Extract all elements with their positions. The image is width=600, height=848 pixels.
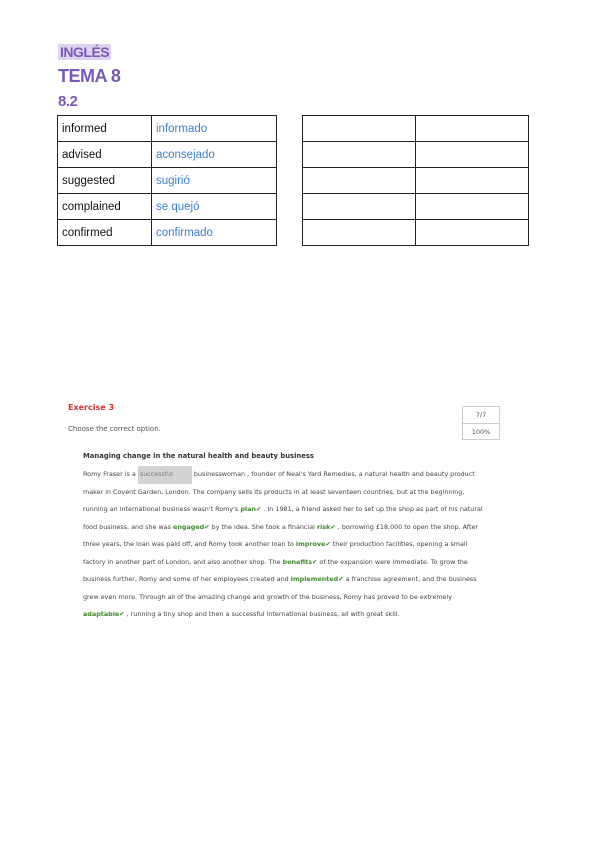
answer-word[interactable]: risk [316,522,331,531]
table-row [303,168,529,194]
passage-segment: , running a tiny shop and then a successful international business, all with great skill. [126,610,400,618]
passage-segment: their production facilities, opening a small factory in another part of London, and also another shop. The [83,540,468,566]
subject-label: INGLÉS [60,44,110,60]
check-icon: ✔ [119,610,125,618]
english-word: complained [58,194,152,220]
check-icon: ✔ [325,540,331,548]
spanish-translation: sugirió [152,168,277,194]
table-row [58,142,277,168]
answer-blank[interactable]: successful [138,466,192,484]
table-row [303,220,529,246]
score-percent: 100% [463,423,499,440]
empty-cell [416,220,529,246]
exercise-instruction: Choose the correct option. [68,425,161,433]
check-icon: ✔ [330,522,336,531]
spanish-translation: confirmado [152,220,277,246]
passage-segment: a franchise agreement, and the business grew even more. Through all of the amazing change and growth of the business, Romy has proved to be extremely [83,575,477,601]
passage-segment: of the expansion were immediate. To grow the business further, Romy and some of her employees created and [83,557,468,583]
score-value: 7/7 [475,411,487,419]
english-word: suggested [58,168,152,194]
empty-cell [303,116,416,142]
table-row [303,116,529,142]
table-row [58,220,277,246]
passage-segment: Romy Fraser is a [83,470,136,478]
check-icon: ✔ [255,505,262,513]
empty-cell [303,142,416,168]
empty-cell [303,194,416,220]
table-row [303,194,529,220]
spanish-translation: se quejó [152,194,277,220]
answer-word[interactable]: engaged [173,522,205,531]
empty-cell [416,168,529,194]
table-row [303,142,529,168]
passage-segment: by the idea. She took a financial [211,522,315,531]
empty-vocabulary-table [302,115,529,246]
topic-title: TEMA 8 [58,66,121,86]
answer-word[interactable]: plan [240,505,256,513]
passage-text [83,466,483,624]
answer-word[interactable]: benefits [282,557,313,566]
answer-word[interactable]: improve [295,540,326,548]
empty-cell [416,194,529,220]
check-icon: ✔ [204,522,210,531]
empty-cell [303,168,416,194]
vocabulary-table [57,115,277,246]
empty-cell [416,116,529,142]
passage-segment: . In 1981, a friend asked her to set up the shop as part of his natural food business, and she was [83,505,483,531]
english-word: confirmed [58,220,152,246]
score-box [462,406,500,440]
section-number: 8.2 [58,93,78,110]
table-row [58,168,277,194]
exercise-title: Exercise 3 [68,403,115,412]
answer-word[interactable]: adaptable [83,610,120,618]
empty-cell [416,142,529,168]
answer-word[interactable]: implemented [290,575,339,583]
table-row [58,116,277,142]
english-word: advised [58,142,152,168]
table-row [58,194,277,220]
spanish-translation: aconsejado [152,142,277,168]
check-icon: ✔ [312,557,318,566]
empty-cell [303,220,416,246]
passage-segment: businesswoman , founder of Neal's Yard Remedies, a natural health and beauty product maker in Covent Garden, London. [83,470,475,496]
passage-segment: , borrowing £18,000 to open the shop. After three years, the loan was paid off, and Romy took another loan to [83,522,479,548]
check-icon: ✔ [338,575,344,583]
passage-title: Managing change in the natural health and beauty business [83,452,314,460]
english-word: informed [58,116,152,142]
passage-segment: The company sells its products in at least seventeen countries, but at the beginning, running an international business wasn't Romy's [83,487,465,513]
spanish-translation: informado [152,116,277,142]
